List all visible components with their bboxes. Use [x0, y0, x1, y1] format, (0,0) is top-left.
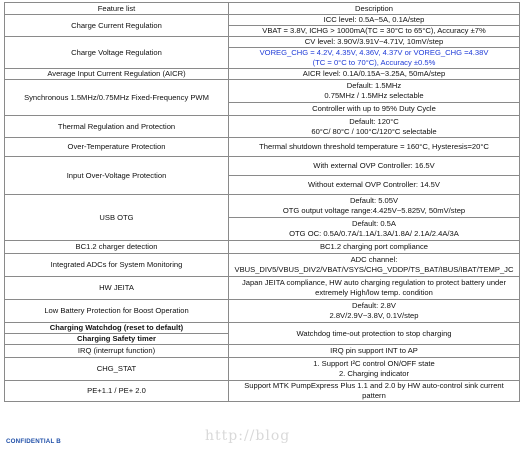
description-cell: ICC level: 0.5A~5A, 0.1A/step [229, 15, 520, 26]
table-row [5, 277, 520, 300]
header-feature: Feature list [5, 3, 229, 15]
feature-cell: Input Over-Voltage Protection [5, 157, 229, 195]
feature-cell: CHG_STAT [5, 358, 229, 381]
description-text: Support MTK PumpExpress Plus 1.1 and 2.0 by HW auto-control sink current [244, 381, 504, 390]
table-header-row [5, 3, 520, 15]
description-cell [229, 254, 520, 277]
description-text: extremely High/low temp. condition [315, 288, 433, 297]
description-cell: BC1.2 charging port compliance [229, 241, 520, 254]
table-row [5, 80, 520, 103]
feature-cell: HW JEITA [5, 277, 229, 300]
description-cell: Watchdog time-out protection to stop charging [229, 323, 520, 345]
feature-cell: BC1.2 charger detection [5, 241, 229, 254]
description-text: 2.8V/2.9V~3.8V, 0.1V/step [329, 311, 419, 320]
confidential-label: CONFIDENTIAL B [6, 438, 61, 445]
table-row [5, 15, 520, 26]
header-description: Description [229, 3, 520, 15]
description-text: 2. Charging indicator [338, 369, 410, 378]
description-text: 1. Support I²C control ON/OFF state [313, 359, 435, 368]
table-row [5, 300, 520, 323]
description-cell [229, 277, 520, 300]
description-cell: With external OVP Controller: 16.5V [229, 157, 520, 176]
description-cell [229, 48, 520, 69]
feature-table [4, 2, 520, 402]
description-text: 0.75MHz / 1.5MHz selectable [324, 91, 424, 100]
feature-cell: IRQ (interrupt function) [5, 345, 229, 358]
table-row [5, 323, 520, 334]
feature-cell: Charge Voltage Regulation [5, 37, 229, 69]
description-text: OTG OC: 0.5A/0.7A/1.1A/1.3A/1.8A/ 2.1A/2.4A/3A [289, 229, 459, 238]
description-text: Japan JEITA compliance, HW auto charging regulation to protect battery under [241, 278, 507, 287]
feature-cell: Low Battery Protection for Boost Operation [5, 300, 229, 323]
table-row [5, 195, 520, 218]
feature-cell: Integrated ADCs for System Monitoring [5, 254, 229, 277]
table-row [5, 69, 520, 80]
description-text: (TC = 0°C to 70°C), Accuracy ±0.5% [312, 58, 436, 67]
feature-cell: USB OTG [5, 195, 229, 241]
description-cell: AICR level: 0.1A/0.15A~3.25A, 50mA/step [229, 69, 520, 80]
description-cell [229, 358, 520, 381]
description-cell: Without external OVP Controller: 14.5V [229, 176, 520, 195]
description-text: Default: 0.5A [352, 219, 396, 228]
description-text: Default: 1.5MHz [346, 81, 402, 90]
description-text: 60°C/ 80°C / 100°C/120°C selectable [311, 126, 437, 136]
table-row [5, 37, 520, 48]
description-cell: IRQ pin support INT to AP [229, 345, 520, 358]
table-row [5, 241, 520, 254]
description-cell: Thermal shutdown threshold temperature = 160°C, Hysteresis=20°C [229, 138, 520, 157]
description-cell [229, 218, 520, 241]
description-text: pattern [362, 391, 386, 400]
description-text: Default: 2.8V [352, 301, 396, 310]
description-text: ADC channel: [350, 255, 398, 264]
description-cell [229, 381, 520, 402]
feature-cell: Charge Current Regulation [5, 15, 229, 37]
description-cell [229, 26, 520, 37]
feature-cell: Charging Watchdog (reset to default) [5, 323, 229, 334]
description-text: VBAT = 3.8V, ICHG > 1000mA(TC = 30°C to 65°C), Accuracy ±7% [262, 26, 486, 35]
feature-cell: Over-Temperature Protection [5, 138, 229, 157]
description-cell [229, 195, 520, 218]
feature-cell: Thermal Regulation and Protection [5, 116, 229, 138]
table-row [5, 358, 520, 381]
table-row [5, 116, 520, 138]
description-cell: Controller with up to 95% Duty Cycle [229, 103, 520, 116]
description-cell [229, 300, 520, 323]
table-row [5, 138, 520, 157]
table-row [5, 345, 520, 358]
feature-table-container [4, 2, 519, 402]
description-text: Default: 5.05V [349, 196, 399, 205]
feature-cell: Average Input Current Regulation (AICR) [5, 69, 229, 80]
description-cell [229, 116, 520, 138]
description-text: VBUS_DIV5/VBUS_DIV2/VBAT/VSYS/CHG_VDDP/TS_BAT/IBUS/IBAT/TEMP_JC [234, 265, 514, 274]
watermark-text: http://blog [205, 428, 291, 444]
description-cell: CV level: 3.90V/3.91V~4.71V, 10mV/step [229, 37, 520, 48]
feature-cell: Synchronous 1.5MHz/0.75MHz Fixed-Frequency PWM [5, 80, 229, 116]
description-text: Default: 120°C [349, 116, 399, 126]
feature-cell: PE+1.1 / PE+ 2.0 [5, 381, 229, 402]
table-row [5, 381, 520, 402]
description-cell [229, 80, 520, 103]
description-text: OTG output voltage range:4.425V~5.825V, 50mV/step [282, 206, 466, 215]
description-text: VOREG_CHG = 4.2V, 4.35V, 4.36V, 4.37V or VOREG_CHG =4.38V [259, 48, 489, 57]
table-row [5, 157, 520, 176]
feature-cell: Charging Safety timer [5, 334, 229, 345]
table-row [5, 254, 520, 277]
